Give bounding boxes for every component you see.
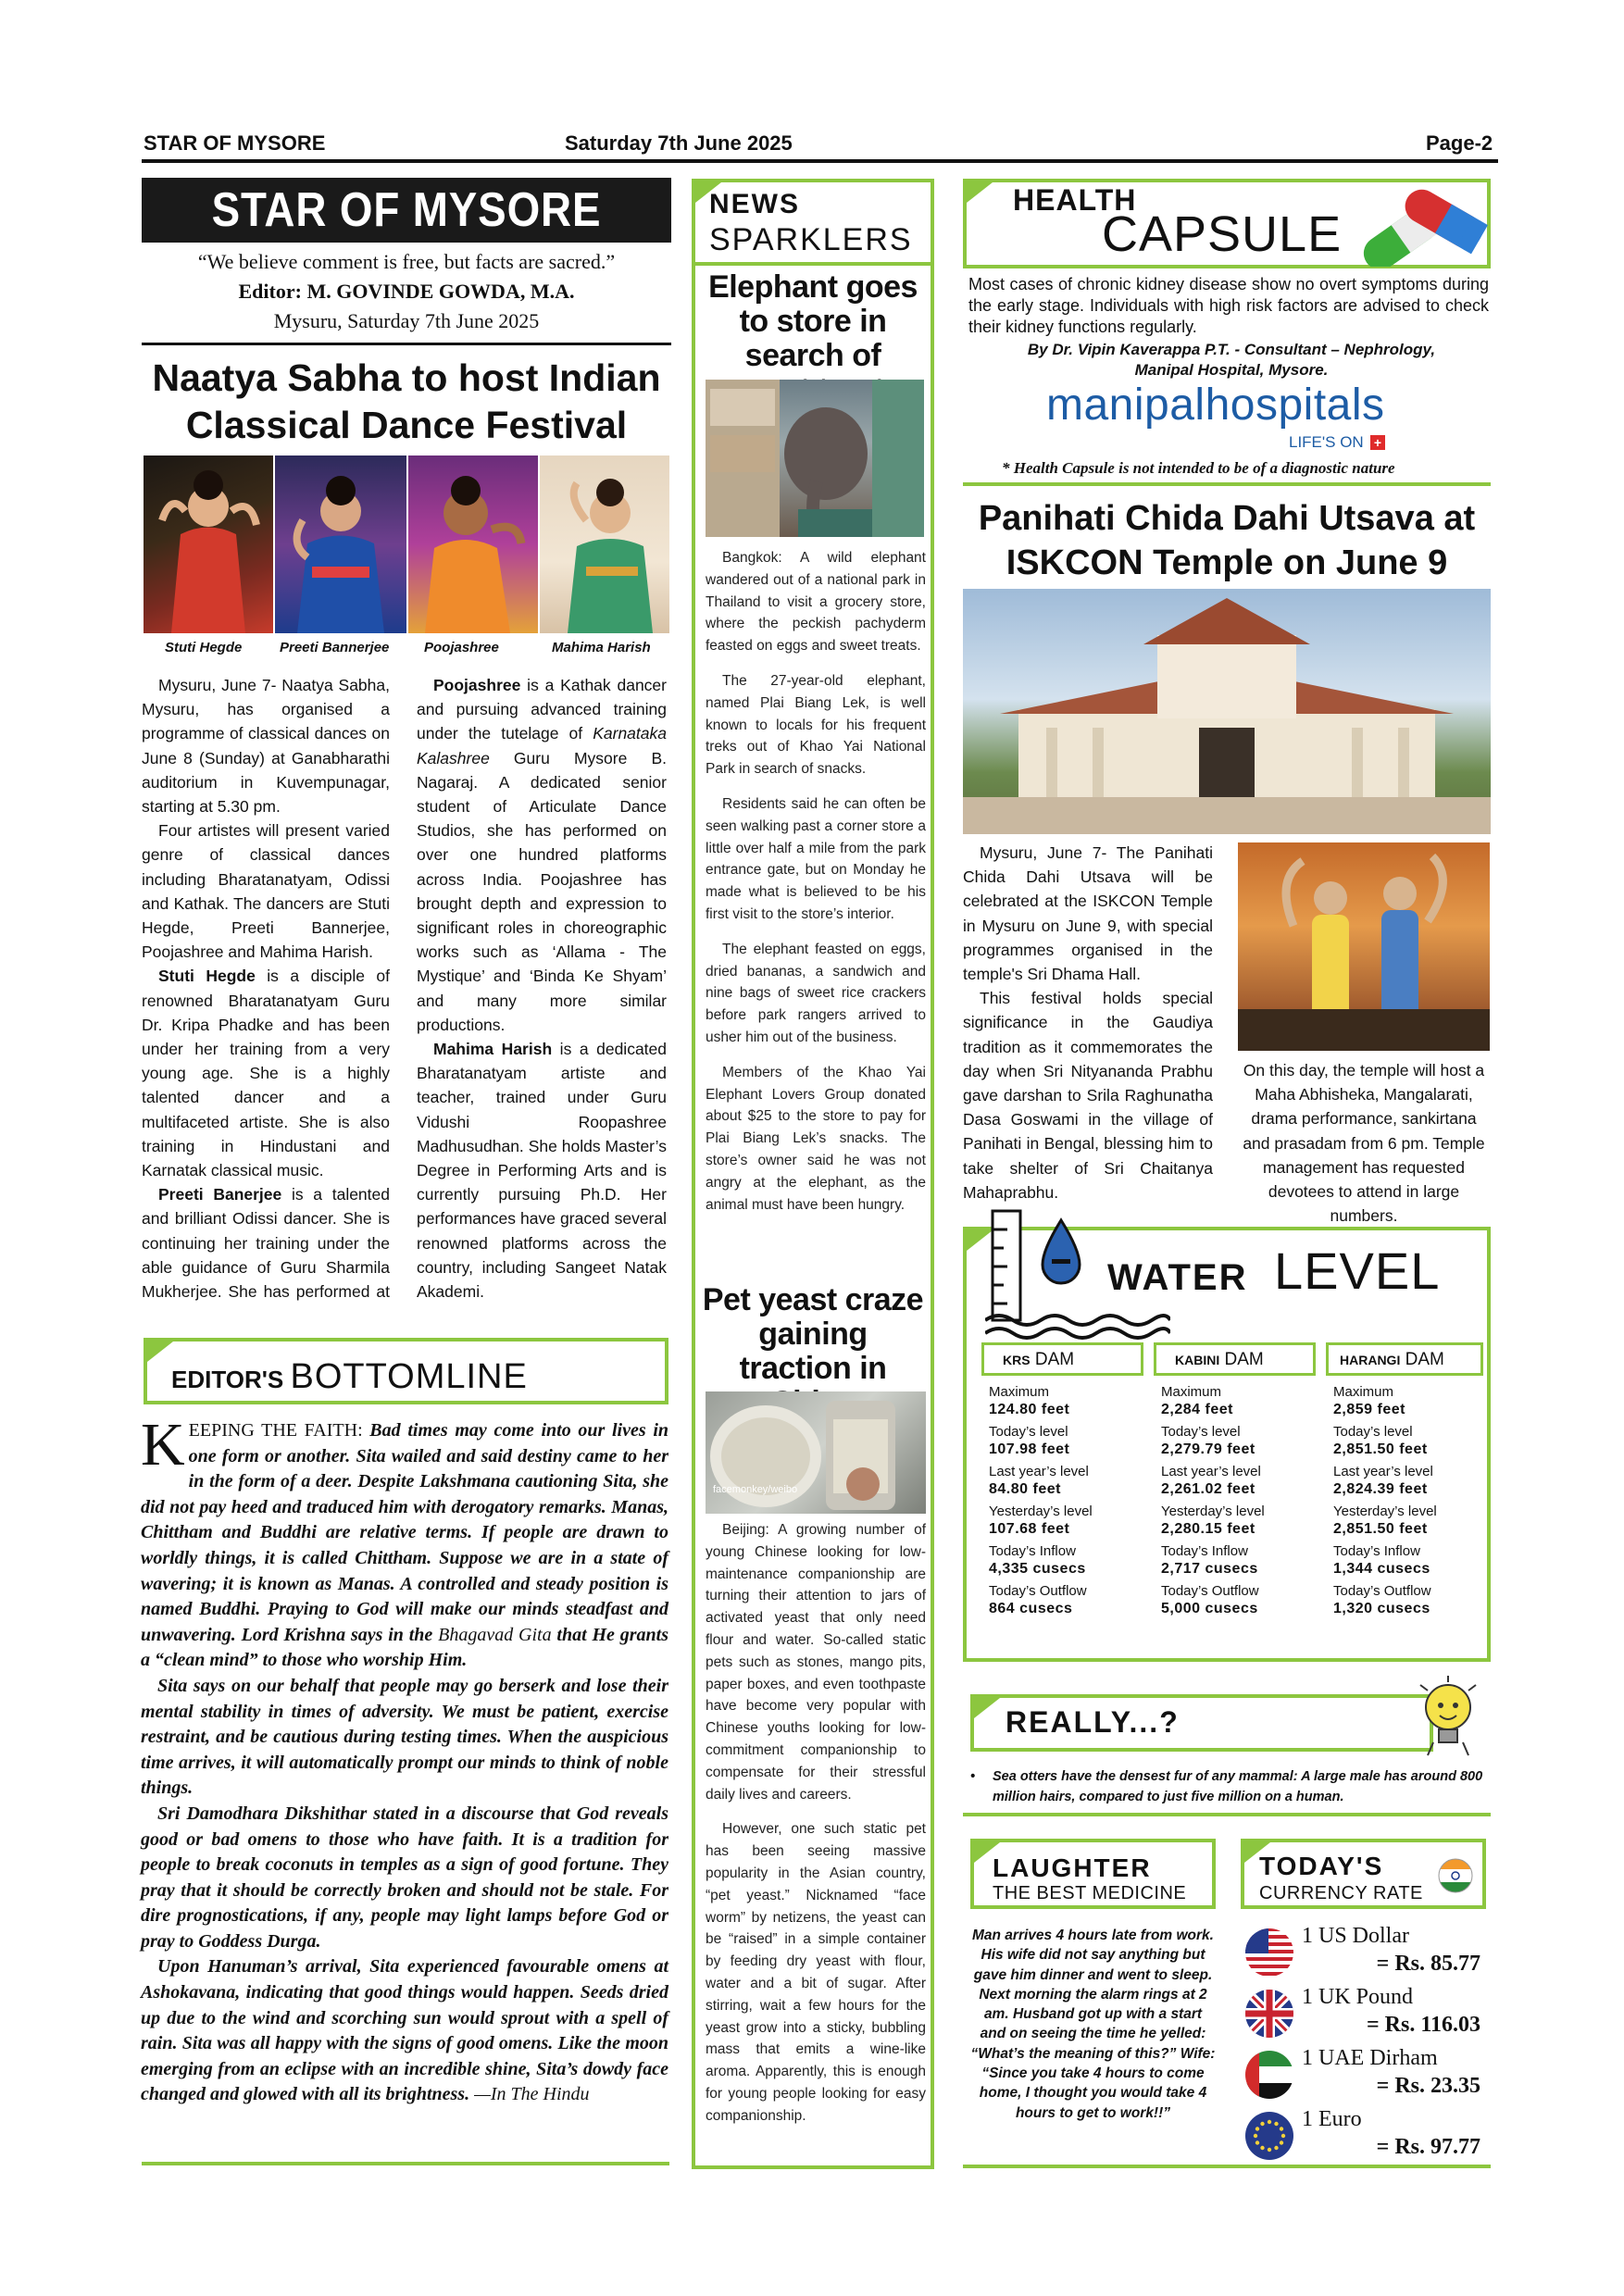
bottomline-p1-text: Bad times may come into our lives in one form or another. Sita wailed and said destiny came to her in the form of a deer. Despite Lakshmana cautioning Sita, she did not pay heed and traduced him with derogatory remarks. Manas, Chittham and Buddhi are relative terms. If people are drawn to worldly things, it is called Chittham. Suppose we are in a state of wavering; it is known as Manas. A controlled and steady position is named Buddhi. Praying to God will make our minds steadfast and unwavering. Lord Krishna says in the <box>141 1420 668 1645</box>
photo-preeti-bannerjee <box>275 455 406 633</box>
dam-harangi-inflow: 1,344 cusecs <box>1333 1561 1430 1577</box>
dam-kabini-inflow-label: Today’s Inflow <box>1161 1543 1248 1559</box>
elephant-p3: Residents said he can often be seen walking past a corner store a little over half a mile from the park entrance gate, but on Monday he made what is believed to be his first visit to the store’s interior. <box>706 795 926 922</box>
uk-flag-icon <box>1244 1989 1294 2039</box>
manipal-logo-text: manipalhospitals <box>1046 381 1385 430</box>
currency-eur-name: 1 Euro <box>1302 2107 1362 2131</box>
dam-kabini-name: KABINI <box>1175 1353 1220 1367</box>
bottomline-tab <box>147 1341 173 1362</box>
news-label-rule <box>695 262 931 266</box>
lightbulb-icon <box>1415 1676 1481 1764</box>
dam-krs-outflow: 864 cusecs <box>989 1601 1073 1616</box>
health-tab <box>967 182 993 203</box>
naatya-body-right <box>417 673 667 1304</box>
header-rule <box>142 159 1498 163</box>
dam-harangi <box>1326 1342 1483 1623</box>
naatya-p4 <box>142 1182 390 1303</box>
really-bullet-icon: • <box>970 1769 976 1784</box>
bottomline-body <box>141 1411 668 2108</box>
dam-kabini-outflow: 5,000 cusecs <box>1161 1601 1258 1616</box>
dam-krs-today-label: Today’s level <box>989 1424 1068 1440</box>
dam-kabini-lastyear-label: Last year’s level <box>1161 1464 1261 1479</box>
yeast-headline: Pet yeast craze gaining traction in <box>702 1282 924 1386</box>
yeast-photo-watermark: facemonkey/weibo <box>713 1484 798 1495</box>
naatya-p2: Four artistes will present varied genre of classical dances including Bharatanatyam, Odissi and Kathak. The dancers are Stuti Hegde, Preeti Bannerjee, Poojashree and Mahima Harish. <box>142 821 390 962</box>
eu-flag-icon <box>1244 2111 1294 2161</box>
manipal-logo-tag: LIFE'S ON <box>1289 433 1364 451</box>
dam-krs-yesterday: 107.68 feet <box>989 1521 1070 1537</box>
us-flag-icon <box>1244 1928 1294 1978</box>
naatya-p6 <box>417 1037 667 1304</box>
dam-kabini-inflow: 2,717 cusecs <box>1161 1561 1258 1577</box>
dam-harangi-outflow: 1,320 cusecs <box>1333 1601 1430 1616</box>
naatya-p4-name: Preeti Banerjee <box>158 1185 282 1204</box>
really-fact-wrap <box>970 1766 1489 1807</box>
dam-harangi-suffix: DAM <box>1405 1350 1444 1369</box>
naatya-p3-name: Stuti Hegde <box>158 967 256 986</box>
currency-usd-name: 1 US Dollar <box>1302 1924 1409 1948</box>
dam-krs-inflow-label: Today’s Inflow <box>989 1543 1076 1559</box>
bottomline-lead-caps: EEPING THE FAITH: <box>188 1420 363 1441</box>
dam-krs-header <box>981 1342 1143 1376</box>
bottomline-label-light: BOTTOMLINE <box>290 1357 528 1396</box>
yeast-p2: However, one such static pet has been seeing massive popularity in the Asian country, “pet yeast.” Nicknamed “face worm” by netizens, the yeast can be “raised” in a simple container by feeding dry yeast with flour, water and a bit of sugar. After stirring, wait a few hours for the yeast grow into a sticky, bubbling mass that emits a wine-like aroma. Apparently, this is enough for young people looking for easy companionship. <box>706 1821 926 2124</box>
bottomline-p4-text: Upon Hanuman’s arrival, Sita experienced favourable omens at Ashokavana, indicating that good things would happen. Seeds dried up due to the wind and scorching sun would sprout with a spell of rain. Sita was all happy with the signs of good omens. Like the moon emerging from an eclipse with an incredible shine, Sita’s dowdy face changed and glowed with all its brightness. <box>141 1956 668 2105</box>
dam-kabini <box>1154 1342 1316 1623</box>
naatya-p6-name: Mahima Harish <box>433 1040 553 1059</box>
bottomline-label <box>171 1357 528 1397</box>
running-header-date: Saturday 7th June 2025 <box>565 131 793 155</box>
dam-krs-name: KRS <box>1003 1353 1031 1367</box>
panihati-p3: On this day, the temple will host a Maha Abhisheka, Mangalarati, drama performance, sankirtana and prasadam from 6 pm. Temple management has requested devotees to attend in large numbers. <box>1243 1061 1485 1226</box>
yeast-body <box>706 1519 926 2140</box>
dam-kabini-max-label: Maximum <box>1161 1384 1222 1400</box>
news-label-light: SPARKLERS <box>709 222 913 257</box>
dam-krs-suffix: DAM <box>1034 1350 1075 1369</box>
currency-list <box>1241 1924 1486 2165</box>
panihati-body-left <box>963 841 1213 1204</box>
naatya-p4-text: is a talented and brilliant Odissi dancer. She is continuing her training under the able guidance of Guru Sharmila Mukherjee. She has performed at <box>142 1185 390 1302</box>
bottomline-credit: —In The Hindu <box>469 2084 590 2105</box>
elephant-p5: Members of the Khao Yai Elephant Lovers Group donated about $25 to the store to pay for Plai Biang Lek’s snacks. The store’s owner said he was not angry at the elephant, as the animal must have been hungry. <box>706 1064 926 1213</box>
masthead-dateline: Mysuru, Saturday 7th June 2025 <box>273 309 540 332</box>
caption-stuti: Stuti Hegde <box>165 640 243 655</box>
currency-usd-value: = Rs. 85.77 <box>1376 1952 1480 1976</box>
dam-krs <box>981 1342 1143 1623</box>
dam-krs-lastyear-label: Last year’s level <box>989 1464 1089 1479</box>
dam-krs-max-label: Maximum <box>989 1384 1050 1400</box>
dam-harangi-inflow-label: Today’s Inflow <box>1333 1543 1420 1559</box>
dam-kabini-today-label: Today’s level <box>1161 1424 1241 1440</box>
dam-krs-outflow-label: Today’s Outflow <box>989 1583 1087 1599</box>
manipal-cross-icon: + <box>1370 435 1385 450</box>
health-label-bold: HEALTH <box>1013 183 1137 217</box>
elephant-photo <box>706 380 924 537</box>
naatya-p5 <box>417 673 667 1037</box>
caption-preeti: Preeti Bannerjee <box>280 640 390 655</box>
bottomline-bottom-rule <box>142 2162 669 2165</box>
naatya-p5-text-a: is a Kathak dancer and pursuing advanced training under the tutelage of <box>417 676 667 743</box>
caption-mahima: Mahima Harish <box>552 640 651 655</box>
dam-harangi-today: 2,851.50 feet <box>1333 1441 1428 1457</box>
currency-aed-name: 1 UAE Dirham <box>1302 2046 1438 2070</box>
dam-krs-lastyear: 84.80 feet <box>989 1481 1061 1497</box>
elephant-body <box>706 547 926 1229</box>
dam-harangi-today-label: Today’s level <box>1333 1424 1413 1440</box>
elephant-p1: Bangkok: A wild elephant wandered out of a national park in Thailand to visit a grocery store, where the peckish pachyderm feasted on eggs and sweet treats. <box>706 550 926 655</box>
news-label-bold: NEWS <box>709 189 800 219</box>
currency-eur-value: = Rs. 97.77 <box>1376 2135 1480 2159</box>
dam-kabini-yesterday: 2,280.15 feet <box>1161 1521 1255 1537</box>
dam-harangi-lastyear-label: Last year’s level <box>1333 1464 1433 1479</box>
dam-krs-today: 107.98 feet <box>989 1441 1070 1457</box>
uae-flag-icon <box>1244 2050 1294 2100</box>
masthead-motto: “We believe comment is free, but facts are sacred.” <box>197 250 616 273</box>
elephant-p4: The elephant feasted on eggs, dried bananas, a sandwich and nine bags of sweet rice crackers before park rangers arrived to usher him out of the business. <box>706 941 926 1045</box>
dam-kabini-suffix: DAM <box>1224 1350 1264 1369</box>
caption-poojashree: Poojashree <box>424 640 499 655</box>
health-disclaimer: * Health Capsule is not intended to be of a diagnostic nature <box>1002 459 1395 477</box>
naatya-p1: Mysuru, June 7- Naatya Sabha, Mysuru, has organised a programme of classical dances on June 8 (Sunday) at Ganabharathi auditorium in Kuvempunagar, starting at 5.30 pm. <box>142 676 390 817</box>
bottomline-label-bold: EDITOR'S <box>171 1366 284 1393</box>
masthead-rule <box>142 343 671 345</box>
currency-aed-value: = Rs. 23.35 <box>1376 2074 1480 2098</box>
water-label-bold: WATER <box>1107 1257 1248 1298</box>
photo-mahima-harish <box>540 455 669 633</box>
iskcon-temple-photo <box>963 589 1491 834</box>
naatya-p5-text-b: Guru Mysore B. Nagaraj. A dedicated senior student of Articulate Dance Studios, she has performed on over one hundred platforms across India. Poojashree has brought depth and expression to significant roles in choreographic works such as ‘Allama - The Mystique’ and ‘Binda Ke Shyam’ and many more similar productions. <box>417 748 667 1034</box>
dam-kabini-max: 2,284 feet <box>1161 1402 1233 1417</box>
dam-kabini-outflow-label: Today’s Outflow <box>1161 1583 1259 1599</box>
dam-krs-max: 124.80 feet <box>989 1402 1070 1417</box>
photo-stuti-hegde <box>144 455 273 633</box>
naatya-body-left <box>142 673 390 1303</box>
nityananda-painting <box>1238 842 1490 1051</box>
naatya-p5-name: Poojashree <box>433 676 521 694</box>
panihati-p2: This festival holds special significance in the Gaudiya tradition as it commemorates the day when Sri Nityananda Prabhu gave darshan to Srila Raghunatha Dasa Goswami in the village of Panihati in Bengal, blessing him to take shelter of Sri Chaitanya Mahaprabhu. <box>963 989 1213 1202</box>
bottom-rule-right <box>963 2165 1491 2168</box>
naatya-p6-text: is a dedicated Bharatanatyam artiste and teacher, trained under Guru Vidushi Roopashree Madhusudhan. She holds Master’s Degree in Performing Arts and is currently pursuing Ph.D. Her performances have graced several renowned platforms across the country, including Sangeet Natak Akademi. <box>417 1040 668 1302</box>
elephant-p2: The 27-year-old elephant, named Plai Biang Lek, is well known to locals for his frequent treks out of Khao Yai National Park in search of snacks. <box>706 672 926 778</box>
photo-poojashree <box>408 455 538 633</box>
really-label: REALLY...? <box>1006 1705 1180 1739</box>
dam-kabini-header <box>1154 1342 1316 1376</box>
elephant-headline: Elephant goes to store in search of <box>708 269 918 373</box>
dam-harangi-max: 2,859 feet <box>1333 1402 1405 1417</box>
panihati-p1: Mysuru, June 7- The Panihati Chida Dahi Utsava will be celebrated at the ISKCON Temple in Mysuru on June 9, with special programmes organised in the temple's Sri Dhama Hall. <box>963 843 1213 984</box>
currency-gbp-name: 1 UK Pound <box>1302 1985 1414 2009</box>
bottomline-p4 <box>141 1954 668 2108</box>
dam-krs-inflow: 4,335 cusecs <box>989 1561 1086 1577</box>
currency-row-eur <box>1241 2107 1486 2166</box>
dam-harangi-outflow-label: Today’s Outflow <box>1333 1583 1431 1599</box>
dam-kabini-today: 2,279.79 feet <box>1161 1441 1255 1457</box>
health-bottom-rule <box>963 482 1491 486</box>
bottomline-dropcap: K <box>141 1411 185 1479</box>
naatya-headline: Naatya Sabha to host Indian Classical Dance Festival <box>152 356 661 446</box>
masthead-title: STAR OF MYSORE <box>173 178 639 243</box>
currency-row-aed <box>1241 2046 1486 2105</box>
masthead-editor: Editor: M. GOVINDE GOWDA, M.A. <box>238 280 575 303</box>
laughter-label-bold: LAUGHTER <box>993 1853 1152 1882</box>
dam-kabini-yesterday-label: Yesterday’s level <box>1161 1504 1265 1519</box>
bottomline-p1 <box>141 1411 668 1674</box>
currency-label-light: CURRENCY RATE <box>1259 1883 1423 1903</box>
bottomline-p2: Sita says on our behalf that people may go berserk and lose their mental stability in times of adversity. We must be patient, exercise restraint, and be cautious during testing times. When the auspicious time arrives, it will automatically prompt our minds to think of noble things. <box>141 1675 668 1799</box>
laughter-label-light: THE BEST MEDICINE <box>993 1883 1187 1903</box>
dam-krs-yesterday-label: Yesterday’s level <box>989 1504 1093 1519</box>
naatya-p5-italic: Karnataka Kalashree <box>417 724 667 767</box>
currency-label-bold: TODAY'S <box>1259 1852 1384 1880</box>
really-tab <box>974 1698 1000 1718</box>
health-label-light: CAPSULE <box>1102 206 1343 262</box>
panihati-headline: Panihati Chida Dahi Utsava at ISKCON Temple on June 9 <box>978 499 1476 582</box>
running-header-left: STAR OF MYSORE <box>144 131 326 155</box>
health-text: Most cases of chronic kidney disease show no overt symptoms during the early stage. Individuals with high risk factors are advised to check their kidney functions regularly. <box>968 275 1489 336</box>
dam-kabini-lastyear: 2,261.02 feet <box>1161 1481 1255 1497</box>
dam-harangi-lastyear: 2,824.39 feet <box>1333 1481 1428 1497</box>
naatya-p3 <box>142 964 390 1182</box>
masthead-banner <box>142 178 671 243</box>
really-fact: Sea otters have the densest fur of any mammal: A large male has around 800 million hairs, compared to just five million on a human. <box>993 1769 1483 1804</box>
water-label-light: LEVEL <box>1274 1242 1441 1300</box>
running-header-page: Page-2 <box>1426 131 1493 155</box>
dam-harangi-name: HARANGI <box>1340 1353 1401 1367</box>
currency-gbp-value: = Rs. 116.03 <box>1366 2013 1480 2037</box>
really-bottom-rule <box>963 1813 1491 1816</box>
laughter-joke: Man arrives 4 hours late from work. His wife did not say anything but gave him dinner and went to sleep. Next morning the alarm rings at 2 am. Husband got up with a start and on seeing the time he yelled: “What’s the meaning of this?” Wife: “Since you take 4 hours to come home, I thought you would take 4 hours to get to work!!” <box>970 1928 1216 2121</box>
india-flag-icon <box>1437 1857 1474 1899</box>
bottomline-p1-end: that He grants a “clean mind” to those who worship Him. <box>141 1624 668 1671</box>
bottomline-p3: Sri Damodhara Dikshithar stated in a discourse that God reveals good or bad omens to those who have faith. It is a tradition for people to break coconuts in temples as a sign of good fortune. They pray that it should be correctly broken and should not be stale. For dire prognostications, if any, people may light lamps before God or pray to Goddess Durga. <box>141 1803 668 1952</box>
yeast-p1: Beijing: A growing number of young Chinese looking for low-maintenance companionship are turning their attention to jars of activated yeast that only need flour and water. So-called static pets such as stones, mango pits, paper boxes, and even toothpaste have become very popular with Chinese youths looking for low-commitment companionship to compensate for their stressful daily lives and careers. <box>706 1522 926 1803</box>
dam-harangi-yesterday-label: Yesterday’s level <box>1333 1504 1437 1519</box>
currency-row-gbp <box>1241 1985 1486 2044</box>
health-byline: By Dr. Vipin Kaverappa P.T. - Consultant – Nephrology, Manipal Hospital, Mysore. <box>1027 341 1436 379</box>
naatya-p3-text: is a disciple of renowned Bharatanatyam Guru Dr. Kripa Phadke and has been under her training from a very young age. She is a highly talented dancer and a multifaceted artiste. She is also training in Hindustani and Karnatak classical music. <box>142 967 390 1180</box>
dam-harangi-max-label: Maximum <box>1333 1384 1394 1400</box>
currency-row-usd <box>1241 1924 1486 1983</box>
dam-harangi-header <box>1326 1342 1483 1376</box>
bottomline-p1-book: Bhagavad Gita <box>438 1624 552 1645</box>
dam-harangi-yesterday: 2,851.50 feet <box>1333 1521 1428 1537</box>
capsule-icon <box>1350 183 1489 271</box>
yeast-photo <box>706 1391 926 1514</box>
